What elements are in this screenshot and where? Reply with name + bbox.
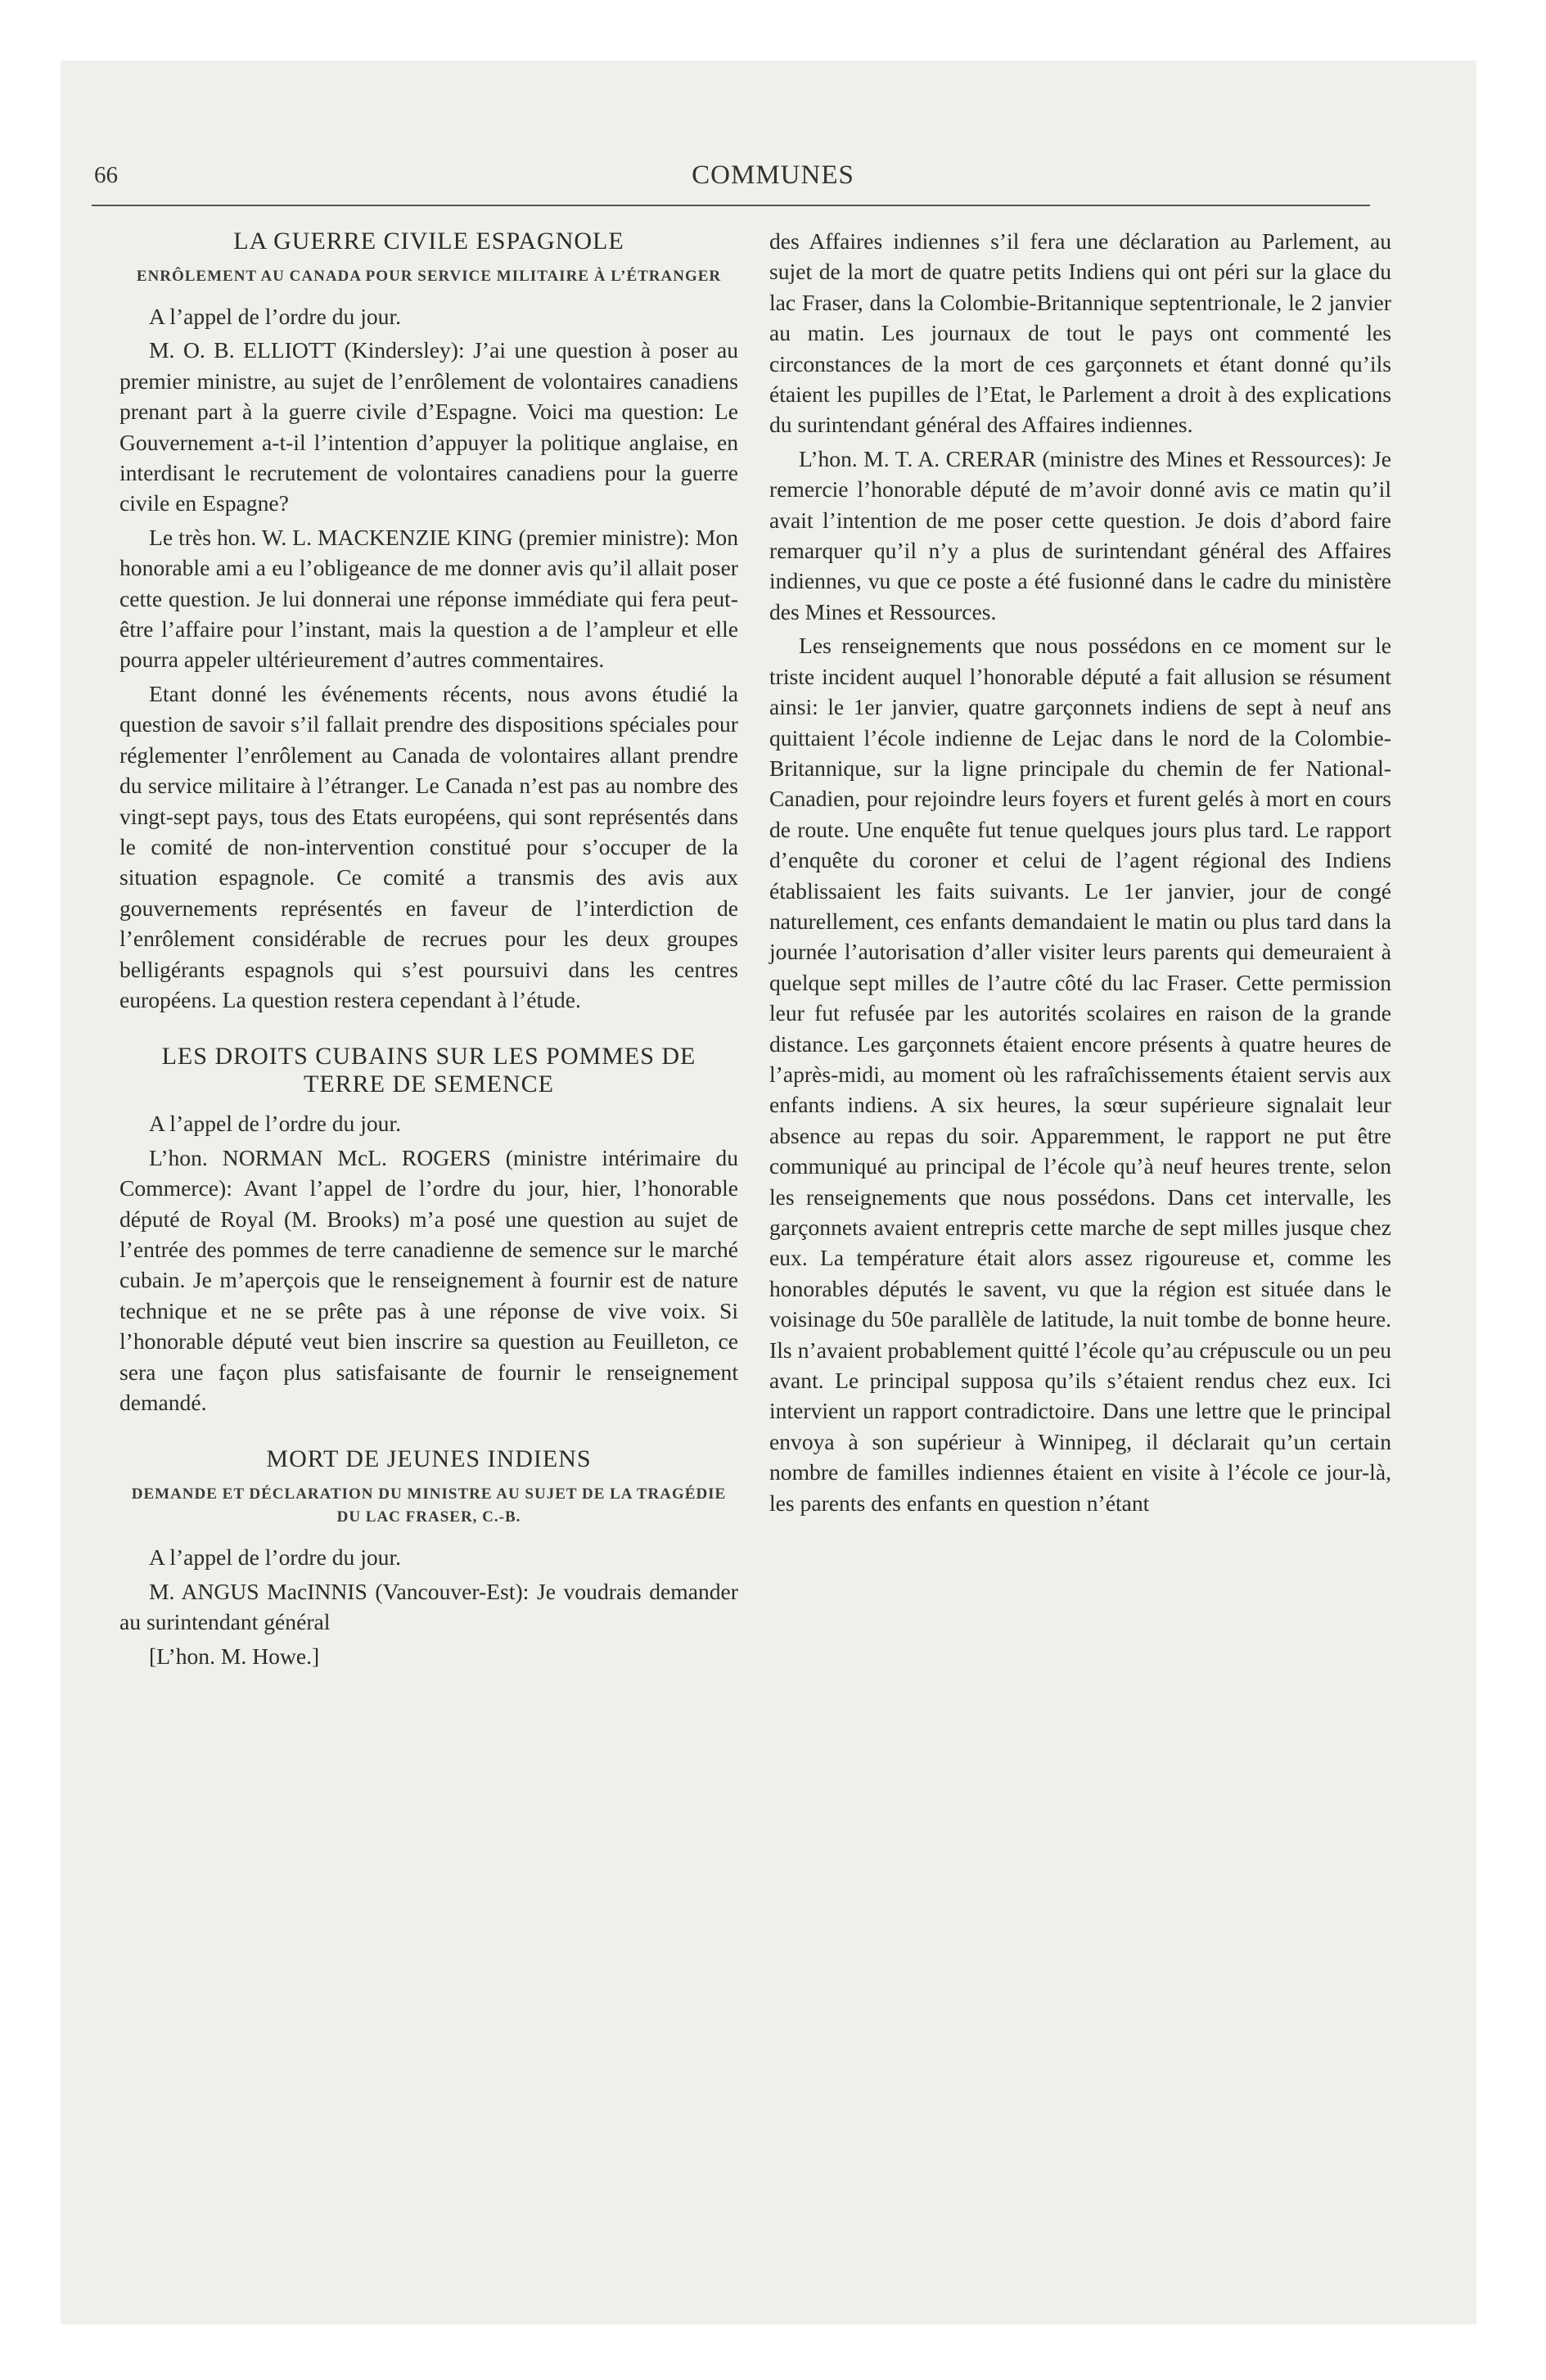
section-subtitle-lac-fraser: DEMANDE ET DÉCLARATION DU MINISTRE AU SUJET DE LA TRAGÉDIE DU LAC FRASER, C.-B. (131, 1485, 727, 1526)
page-number: 66 (94, 162, 118, 188)
paragraph: L’hon. M. T. A. CRERAR (ministre des Mines et Ressources): Je remercie l’honorable député de m’avoir donné avis ce matin qu’il avait l’intention de me poser cette question. Je dois d’abord faire remarquer qu’il n’y a plus de surintendant général des Affaires indiennes, vu que ce poste a été fusionné dans le cadre du ministère des Mines et Ressources. (769, 445, 1391, 624)
paragraph: Etant donné les événements récents, nous avons étudié la question de savoir s’il fallait prendre des dispositions spéciales pour réglementer l’enrôlement au Canada de volontaires allant prendre du service militaire à l’étranger. Le Canada n’est pas au nombre des vingt-sept pays, tous des Etats européens, qui sont représentés dans le comité de non-intervention constitué pour s’occuper de la situation espagnole. Ce comité a transmis des avis aux gouvernements représentés en faveur de l’interdiction de l’enrôlement considérable de recrues pour les deux groupes belligérants espagnols qui s’est poursuivi dans les centres européens. La question restera cependant à l’étude. (119, 680, 738, 1012)
section-subtitle-enrolement: ENRÔLEMENT AU CANADA POUR SERVICE MILITAIRE À L’ÉTRANGER (136, 268, 722, 285)
paragraph: Le très hon. W. L. MACKENZIE KING (premier ministre): Mon honorable ami a eu l’obligeance de me donner avis qu’il allait poser cette question. Je lui donnerai une réponse immédiate qui fera peut-être l’affaire pour l’instant, mais la question a de l’ampleur et elle pourra appeler ultérieurement d’autres commentaires. (119, 524, 738, 673)
paragraph: des Affaires indiennes s’il fera une déclaration au Parlement, au sujet de la mort de quatre petits Indiens qui ont péri sur la glace du lac Fraser, dans la Colombie-Britannique septentrionale, le 2 janvier au matin. Les journaux de tout le pays ont commenté les circonstances de la mort de ces garçonnets et étant donné qu’ils étaient les pupilles de l’Etat, le Parlement a droit à des explications du surintendant général des Affaires indiennes. (769, 228, 1391, 438)
spacer (119, 1018, 738, 1041)
paragraph: M. O. B. ELLIOTT (Kindersley): J’ai une question à poser au premier ministre, au sujet de l’enrôlement de volontaires canadiens prenant part à la guerre civile d’Espagne. Voici ma question: Le Gouvernement a-t-il l’intention d’appuyer la politique anglaise, en interdisant le recrutement de volontaires canadiens pour la guerre civile en Espagne? (119, 337, 738, 516)
paragraph: L’hon. NORMAN McL. ROGERS (ministre intérimaire du Commerce): Avant l’appel de l’ordre du jour, hier, l’honorable député de Royal (M. Brooks) m’a posé une question au sujet de l’entrée des pommes de terre canadienne de semence sur le marché cubain. Je m’aperçois que le renseignement à fournir est de nature technique et ne se prête pas à une réponse de vive voix. Si l’honorable député veut bien inscrire sa question au Feuilleton, ce sera une façon plus satisfaisante de fournir le renseignement demandé. (119, 1144, 738, 1415)
paragraph: Les renseignements que nous possédons en ce moment sur le triste incident auquel l’honorable député a fait allusion se résument ainsi: le 1er janvier, quatre garçonnets indiens de sept à neuf ans quittaient l’école indienne de Lejac dans le nord de la Colombie-Britannique, sur la ligne principale du chemin de fer National-Canadien, pour rejoindre leurs foyers et furent gelés à mort en cours de route. Une enquête fut tenue quelques jours plus tard. Le rapport d’enquête du coroner et celui de l’agent régional des Indiens établissaient les faits suivants. Le 1er janvier, jour de congé naturellement, ces enfants demandaient le matin ou plus tard dans la journée l’autorisation d’aller visiter leurs parents qui demeuraient à quelque sept milles de l’autre côté du lac Fraser. Cette permission leur fut refusée par les autorités scolaires en raison de la grande distance. Les garçonnets étaient encore présents à quatre heures de l’après-midi, au moment où les rafraîchissements étaient servis aux enfants indiens. A six heures, la sœur supérieure signalait leur absence au repas du soir. Apparemment, le rapport ne put être communiqué au principal de l’école qu’à neuf heures trente, selon les renseignements que nous possédons. Dans cet intervalle, les garçonnets avaient entrepris cette marche de sept milles jusque chez eux. La température était alors assez rigoureuse et, comme les honorables députés le savent, vu que la région est située dans le voisinage du 50e parallèle de latitude, la nuit tombe de bonne heure. Ils n’avaient probablement quitté l’école qu’au crépuscule ou un peu avant. Le principal supposa qu’ils s’étaient rendus chez eux. Ici intervient un rapport contradictoire. Dans une lettre que le principal envoya à son supérieur à Winnipeg, il déclarait qu’un certain nombre de familles indiennes étaient en visite à l’école ce jour-là, les parents des enfants en question n’étant (769, 633, 1391, 1516)
paragraph: A l’appel de l’ordre du jour. (149, 1111, 402, 1137)
right-column (769, 226, 1391, 1521)
footer-note: [L’hon. M. Howe.] (149, 1643, 320, 1669)
section-title-droits-cubains: LES DROITS CUBAINS SUR LES POMMES DE TERRE DE SEMENCE (161, 1043, 696, 1098)
paragraph: A l’appel de l’ordre du jour. (149, 304, 402, 329)
header-rule (92, 205, 1370, 206)
paragraph: M. ANGUS MacINNIS (Vancouver-Est): Je voudrais demander au surintendant général (119, 1578, 738, 1635)
section-title-jeunes-indiens: MORT DE JEUNES INDIENS (266, 1445, 592, 1473)
section-title-guerre-civile: LA GUERRE CIVILE ESPAGNOLE (233, 228, 624, 255)
running-title: COMMUNES (692, 160, 854, 190)
spacer (119, 1421, 738, 1444)
left-column (119, 226, 738, 1675)
paragraph: A l’appel de l’ordre du jour. (149, 1544, 402, 1571)
